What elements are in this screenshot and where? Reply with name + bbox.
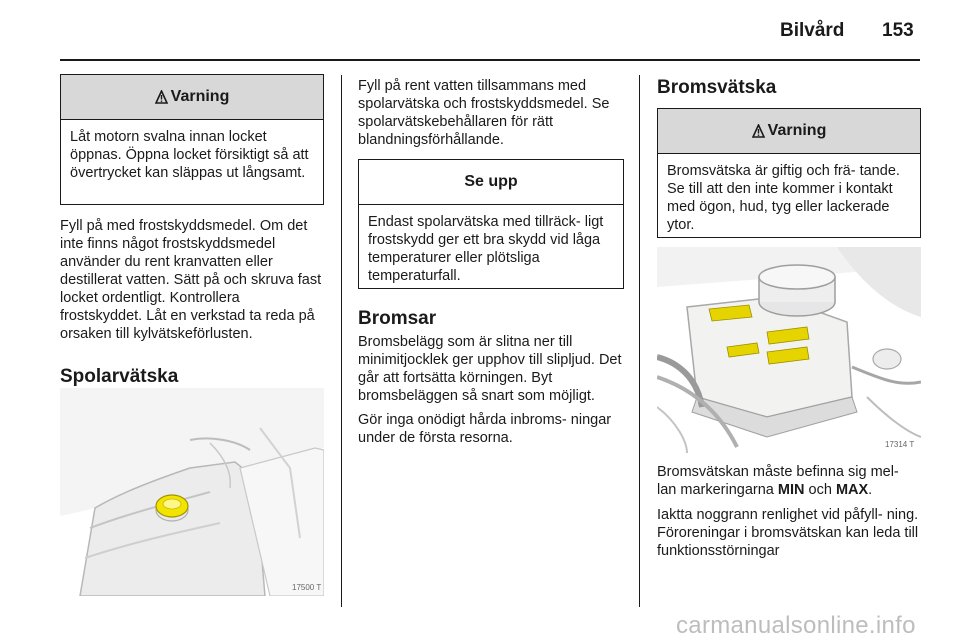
warning-title: Varning	[170, 88, 230, 105]
brake-fluid-level-paragraph	[657, 463, 921, 499]
footer-watermark: carmanualsonline.info	[676, 612, 916, 639]
warning-box	[657, 108, 921, 238]
warning-triangle-icon	[752, 124, 765, 138]
max-label: MAX	[835, 482, 869, 498]
washer-fluid-reservoir-illustration	[60, 388, 324, 596]
caution-title: Se upp	[464, 173, 518, 190]
coolant-paragraph: Fyll på med frostskyddsmedel. Om det inte finns något frostskyddsmedel använder du rent kranvatten eller destillerat vatten. Sätt på och skruva fast locket ordentligt. Kontrollera frostskyddet. Låt en verkstad ta reda på orsaken till kylvätskeförlusten.	[60, 218, 322, 342]
heading-brakes: Bromsar	[358, 308, 437, 329]
level-text-end: .	[868, 482, 873, 498]
warning-header	[658, 109, 920, 154]
column-divider	[639, 75, 640, 607]
brakes-paragraph-2: Gör inga onödigt hårda inbroms- ningar under de första resorna.	[358, 412, 612, 446]
caution-header	[359, 160, 623, 205]
min-label: MIN	[777, 482, 805, 498]
brakes-paragraph: Bromsbelägg som är slitna ner till minimitjocklek ger upphov till slipljud. Det går att fortsätta körningen. Byt bromsbeläggen så snart som möjligt.	[358, 334, 622, 404]
column-left	[60, 74, 324, 389]
column-middle	[358, 74, 624, 447]
warning-text: Låt motorn svalna innan locket öppnas. Öppna locket försiktigt så att övertrycket kan släppas ut långsamt.	[70, 129, 309, 181]
column-right-lower	[657, 463, 921, 560]
page-number: 153	[882, 20, 914, 41]
washer-paragraph: Fyll på rent vatten tillsammans med spolarvätska och frostskyddsmedel. Se spolarvätskebehållaren för rätt blandningsförhållande.	[358, 78, 610, 148]
warning-box	[60, 74, 324, 205]
heading-washer-fluid: Spolarvätska	[60, 366, 179, 387]
warning-header	[61, 75, 323, 120]
column-divider	[341, 75, 342, 607]
section-title: Bilvård	[780, 20, 845, 41]
warning-title: Varning	[767, 122, 827, 139]
heading-brake-fluid: Bromsvätska	[657, 77, 777, 98]
brake-fluid-cleanliness-paragraph: Iaktta noggrann renlighet vid påfyll- ning. Föroreningar i bromsvätskan kan leda till funktionsstörningar	[657, 507, 919, 559]
figure-id: 17500 T	[292, 583, 322, 592]
caution-box	[358, 159, 624, 289]
brake-fluid-reservoir-illustration	[657, 247, 921, 453]
warning-triangle-icon	[155, 90, 168, 104]
header-rule	[60, 59, 920, 61]
warning-text: Bromsvätska är giftig och frä- tande. Se till att den inte kommer i kontakt med ögon, hud, tyg eller lackerade ytor.	[667, 163, 900, 233]
level-text: Bromsvätskan måste befinna sig mel- lan markeringarna	[657, 464, 899, 498]
column-right	[657, 74, 921, 238]
level-text-and: och	[804, 482, 836, 498]
caution-text: Endast spolarvätska med tillräck- ligt frostskydd ger ett bra skydd vid låga temperaturer eller plötsliga temperaturfall.	[368, 214, 604, 284]
figure-id: 17314 T	[885, 440, 915, 449]
